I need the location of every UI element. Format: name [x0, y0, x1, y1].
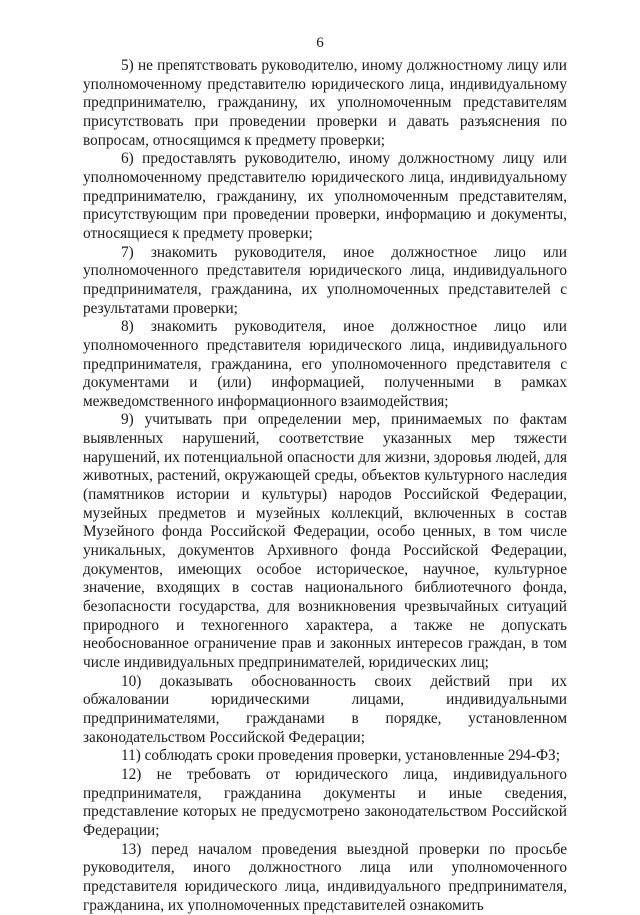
paragraph-item-6: 6) предоставлять руководителю, иному должностному лицу или уполномоченному представителю юридического лица, индивидуальному предпринимателю, гражданину, их уполномоченным представителям, присутствующим при проведении проверки, информацию и документы, относящиеся к предмету проверки;	[83, 150, 567, 242]
paragraph-item-10: 10) доказывать обоснованность своих действий при их обжаловании юридическими лицами, индивидуальными предпринимателями, гражданами в порядке, установленном законодательством Российской Федерации;	[83, 672, 567, 746]
page-number: 6	[316, 35, 324, 51]
body-text	[83, 57, 567, 915]
paragraph-item-12: 12) не требовать от юридического лица, индивидуального предпринимателя, гражданина документы и иные сведения, представление которых не предусмотрено законодательством Российской Федерации;	[83, 765, 567, 839]
paragraph-item-13: 13) перед началом проведения выездной проверки по просьбе руководителя, иного должностного лица или уполномоченного представителя юридического лица, индивидуального предпринимателя, гражданина, их уполномоченных представителей ознакомить	[83, 840, 567, 914]
paragraph-item-5: 5) не препятствовать руководителю, иному должностному лицу или уполномоченному представителю юридического лица, индивидуальному предпринимателю, гражданину, их уполномоченным представителям присутствовать при проведении проверки и давать разъяснения по вопросам, относящимся к предмету проверки;	[83, 57, 567, 149]
paragraph-item-8: 8) знакомить руководителя, иное должностное лицо или уполномоченного представителя юридического лица, индивидуального предпринимателя, гражданина, его уполномоченного представителя с документами и (или) информацией, полученными в рамках межведомственного информационного взаимодействия;	[83, 318, 567, 410]
paragraph-item-9: 9) учитывать при определении мер, принимаемых по фактам выявленных нарушений, соответствие указанных мер тяжести нарушений, их потенциальной опасности для жизни, здоровья людей, для животных, растений, окружающей среды, объектов культурного наследия (памятников истории и культуры) народов Российской Федерации, музейных предметов и музейных коллекций, включенных в состав Музейного фонда Российской Федерации, особо ценных, в том числе уникальных, документов Архивного фонда Российской Федерации, документов, имеющих особое историческое, научное, культурное значение, входящих в состав национального библиотечного фонда, безопасности государства, для возникновения чрезвычайных ситуаций природного и техногенного характера, а также не допускать необоснованное ограничение прав и законных интересов граждан, в том числе индивидуальных предпринимателей, юридических лиц;	[83, 411, 567, 671]
paragraph-item-11: 11) соблюдать сроки проведения проверки, установленные 294-ФЗ;	[121, 747, 560, 765]
paragraph-item-7: 7) знакомить руководителя, иное должностное лицо или уполномоченного представителя юридического лица, индивидуального предпринимателя, гражданина, их уполномоченных представителей с результатами проверки;	[83, 243, 567, 317]
